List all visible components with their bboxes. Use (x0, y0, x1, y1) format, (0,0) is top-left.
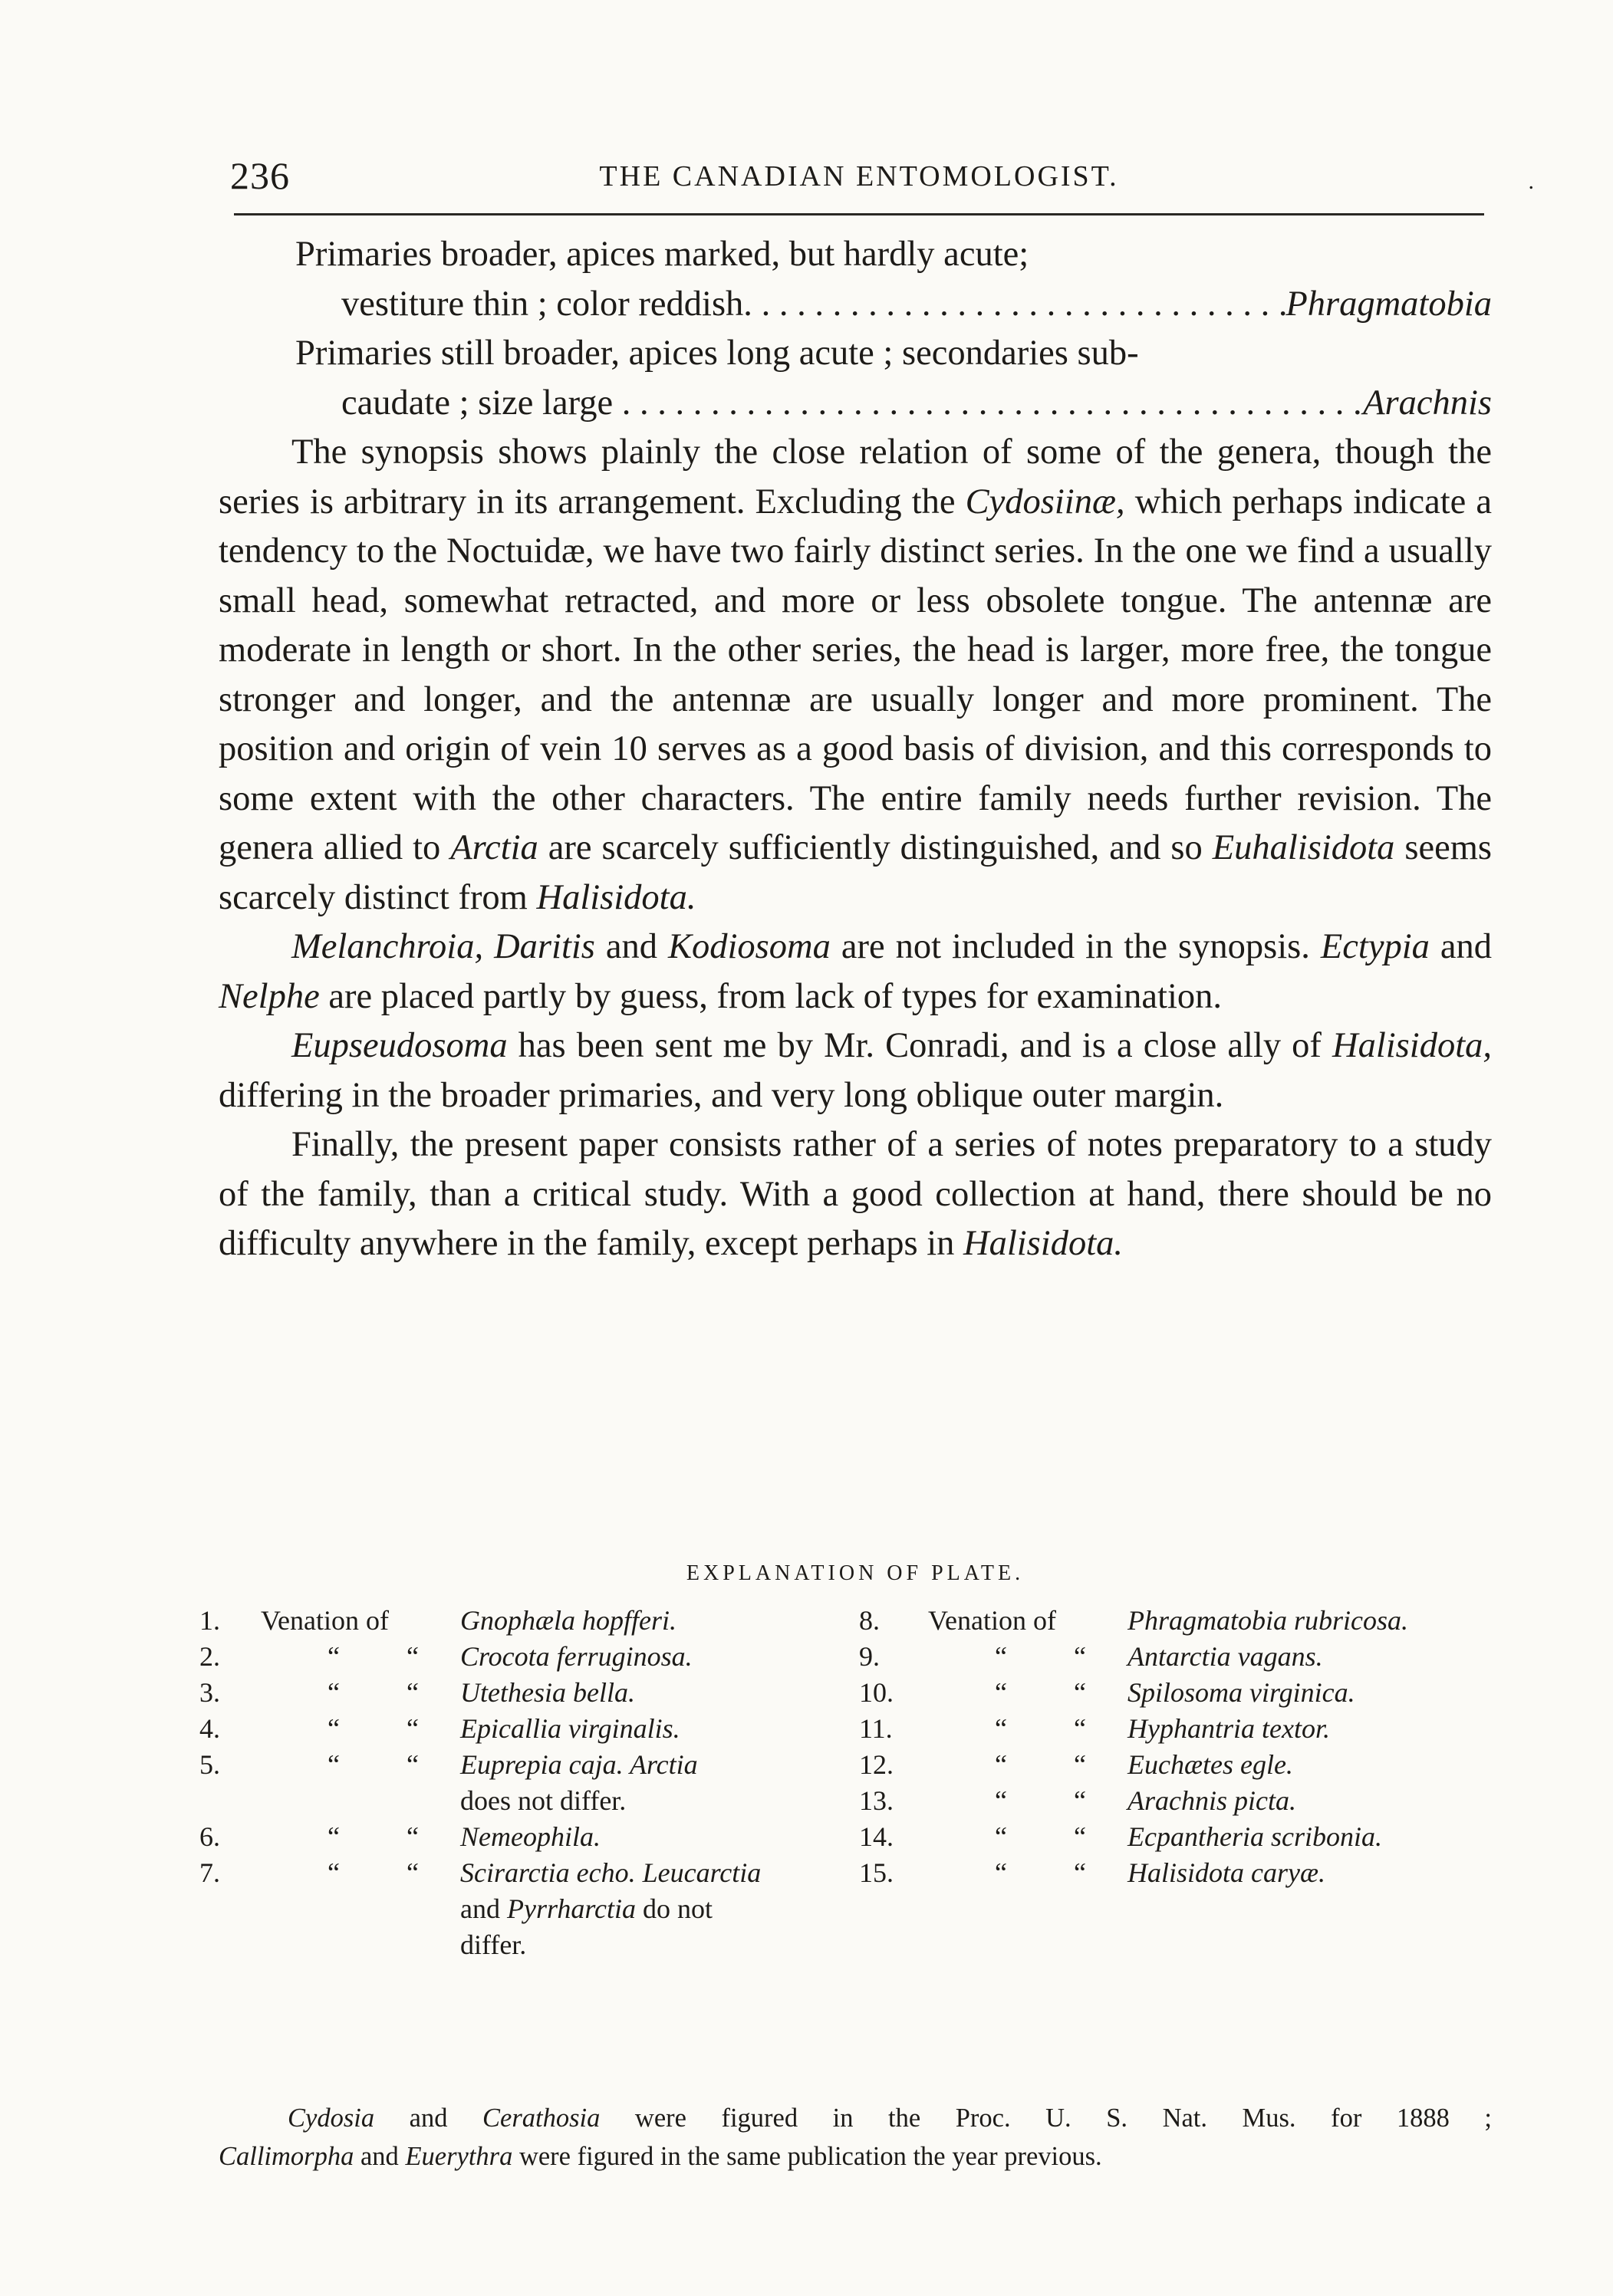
ditto-mark: “ (328, 1821, 340, 1852)
text: and (460, 1893, 507, 1924)
taxon: Ectypia (1320, 927, 1430, 966)
species-name: Utethesia bella. (460, 1677, 635, 1708)
text: are not included in the synopsis. (830, 927, 1321, 966)
species-name: Phragmatobia rubricosa. (1127, 1605, 1409, 1636)
plate-entry (199, 1603, 859, 1639)
plate-entry (859, 1603, 1519, 1639)
taxon: Melanchroia, (291, 927, 484, 966)
text: and (1429, 927, 1493, 966)
plate-entry (199, 1711, 859, 1747)
taxon: Halisidota. (536, 877, 696, 917)
ditto-mark: “ (407, 1821, 419, 1852)
text: which perhaps indicate a tendency to the Noctuidæ, we have two fairly distinct series. In the one we find a usually small head, somewhat retracted, and more or less obsolete tongue. The antennæ are moderate in length or short. In the other series, the head is larger, more free, the tongue stronger and longer, and the antennæ are usually longer and more prominent. The position and origin of vein 10 serves as a good basis of division, and this corresponds to some extent with the other characters. The entire family needs further revision. The genera allied to (219, 482, 1493, 867)
plate-note: does not differ. (460, 1785, 627, 1816)
taxon: Cerathosia (482, 2104, 601, 2133)
ditto-marks (928, 1747, 1127, 1783)
taxon: Cydosiinæ, (965, 482, 1125, 521)
figure-label: Venation of (261, 1605, 389, 1636)
species-name: Hyphantria textor. (1127, 1713, 1330, 1744)
plate-note (199, 1891, 859, 1963)
ditto-marks (261, 1819, 460, 1855)
taxon: Nelphe (219, 976, 320, 1016)
figure-number: 6. (199, 1821, 220, 1852)
figure-number: 14. (859, 1821, 894, 1852)
taxon: Euerythra (405, 2142, 513, 2171)
species-name: Crocota ferruginosa. (460, 1641, 693, 1672)
species-name: Scirarctia echo. Leucarctia (460, 1857, 762, 1888)
species-name: Antarctia vagans. (1127, 1641, 1323, 1672)
synopsis-line: Primaries broader, apices marked, but hardly acute; (295, 235, 1029, 274)
synopsis-entry-arachnis (219, 379, 1492, 429)
plate-note-line (460, 1891, 859, 1927)
plate-entry (859, 1819, 1519, 1855)
figure-number: 2. (199, 1641, 220, 1672)
species-name: Spilosoma virginica. (1127, 1677, 1355, 1708)
species-name: Halisidota caryæ. (1127, 1857, 1325, 1888)
taxon: Euhalisidota (1212, 828, 1395, 867)
synopsis-genus: Arachnis (1363, 383, 1492, 423)
text: differing in the broader primaries, and very long oblique outer margin. (219, 1075, 1224, 1115)
footnote-line (219, 2099, 1492, 2137)
paragraph-conclusion (219, 1120, 1492, 1269)
text: are scarcely sufficiently distinguished, and so (538, 828, 1213, 867)
ditto-mark: “ (1074, 1677, 1086, 1708)
figure-number: 3. (199, 1677, 220, 1708)
text: and (594, 927, 668, 966)
text: seems scarcely distinct from (219, 828, 1493, 917)
article-body (219, 230, 1492, 1269)
ditto-marks (928, 1783, 1127, 1819)
species-name: Nemeophila. (460, 1821, 601, 1852)
running-header (230, 153, 1534, 199)
ditto-marks (928, 1639, 1127, 1675)
species-name: Euchætes egle. (1127, 1749, 1293, 1780)
text: has been sent me by Mr. Conradi, and is a close ally of (507, 1026, 1333, 1065)
ditto-mark: “ (1074, 1821, 1086, 1852)
ditto-mark: “ (995, 1713, 1007, 1744)
plate-entry (859, 1747, 1519, 1783)
synopsis-line: Primaries still broader, apices long acute ; secondaries sub- (295, 334, 1139, 373)
ditto-marks (261, 1711, 460, 1747)
ditto-mark: “ (328, 1641, 340, 1672)
ditto-mark: “ (407, 1677, 419, 1708)
ditto-mark: “ (407, 1857, 419, 1888)
footnote (219, 2099, 1492, 2176)
species-name: Ecpantheria scribonia. (1127, 1821, 1382, 1852)
plate-entry (859, 1855, 1519, 1891)
taxon: Arctia (450, 828, 538, 867)
synopsis-text: caudate ; size large . . . (341, 379, 1363, 429)
plate-entry (199, 1855, 859, 1891)
species-name: Gnophæla hopfferi. (460, 1605, 677, 1636)
ditto-mark: “ (328, 1857, 340, 1888)
paragraph-synopsis-discussion (219, 428, 1492, 923)
text: and (374, 2104, 482, 2133)
figure-number: 1. (199, 1605, 220, 1636)
text: do not (635, 1893, 713, 1924)
ditto-mark: “ (995, 1641, 1007, 1672)
stray-mark: . (1528, 169, 1534, 194)
figure-number: 9. (859, 1641, 880, 1672)
ditto-mark: “ (995, 1821, 1007, 1852)
text: were figured in the Proc. U. S. Nat. Mus. for 1888 ; (600, 2104, 1492, 2133)
ditto-mark: “ (1074, 1785, 1086, 1816)
taxon: Halisidota. (963, 1224, 1123, 1263)
header-rule (234, 213, 1484, 215)
figure-number: 5. (199, 1749, 220, 1780)
ditto-mark: “ (1074, 1641, 1086, 1672)
paragraph-excluded-genera (219, 923, 1492, 1021)
ditto-marks (261, 1747, 460, 1783)
taxon: Callimorpha (219, 2142, 354, 2171)
ditto-mark: “ (328, 1749, 340, 1780)
ditto-mark: “ (1074, 1857, 1086, 1888)
text: were figured in the same publication the year previous. (512, 2142, 1102, 2171)
figure-number: 10. (859, 1677, 894, 1708)
taxon: Daritis (494, 927, 595, 966)
ditto-mark: “ (995, 1677, 1007, 1708)
text: are placed partly by guess, from lack of types for examination. (319, 976, 1223, 1016)
taxon: Pyrrharctia (506, 1893, 636, 1924)
ditto-marks (261, 1675, 460, 1711)
journal-title: THE CANADIAN ENTOMOLOGIST. (599, 160, 1119, 192)
plate-entry (859, 1711, 1519, 1747)
ditto-mark: “ (407, 1641, 419, 1672)
ditto-marks (928, 1675, 1127, 1711)
ditto-mark: “ (995, 1785, 1007, 1816)
taxon: Cydosia (288, 2104, 375, 2133)
ditto-mark: “ (407, 1713, 419, 1744)
figure-number: 15. (859, 1857, 894, 1888)
taxon: Kodiosoma (667, 927, 831, 966)
ditto-marks (928, 1855, 1127, 1891)
ditto-mark: “ (1074, 1749, 1086, 1780)
page-number: 236 (230, 154, 290, 197)
ditto-marks (928, 1819, 1127, 1855)
plate-entry (199, 1675, 859, 1711)
plate-entry (199, 1819, 859, 1855)
figure-number: 4. (199, 1713, 220, 1744)
plate-column-left (199, 1603, 859, 1963)
text: The synopsis shows plainly the close relation of some of the genera, though the series is arbitrary in its arrangement. Excluding the (219, 433, 1492, 521)
plate-entry (859, 1639, 1519, 1675)
plate-entry (859, 1675, 1519, 1711)
figure-number: 7. (199, 1857, 220, 1888)
ditto-marks (261, 1855, 460, 1891)
synopsis-entry-phragmatobia (219, 280, 1492, 330)
taxon: Halisidota, (1332, 1026, 1492, 1065)
figure-number: 11. (859, 1713, 893, 1744)
ditto-mark: “ (995, 1857, 1007, 1888)
text: and (354, 2142, 406, 2171)
species-name: Arachnis picta. (1127, 1785, 1296, 1816)
plate-column-right (859, 1603, 1519, 1891)
taxon: Eupseudosoma (291, 1026, 508, 1065)
ditto-mark: “ (407, 1749, 419, 1780)
text: Finally, the present paper consists rather of a series of notes preparatory to a study of the family, than a critical study. With a good collection at hand, there should be no difficulty anywhere in the family, except perhaps in (219, 1125, 1492, 1263)
species-name: Euprepia caja. Arctia (460, 1749, 698, 1780)
footnote-line (219, 2137, 1492, 2176)
species-name: Epicallia virginalis. (460, 1713, 680, 1744)
plate-note-line: differ. (460, 1929, 527, 1960)
plate-entry (859, 1783, 1519, 1819)
synopsis-genus: Phragmatobia (1285, 284, 1492, 324)
plate-entry (199, 1639, 859, 1675)
paragraph-eupseudosoma (219, 1021, 1492, 1120)
plate-explanation-title: EXPLANATION OF PLATE. (686, 1561, 1025, 1585)
figure-number: 13. (859, 1785, 894, 1816)
plate-entry (199, 1747, 859, 1783)
ditto-mark: “ (995, 1749, 1007, 1780)
figure-number: 12. (859, 1749, 894, 1780)
ditto-mark: “ (328, 1677, 340, 1708)
ditto-marks (261, 1639, 460, 1675)
ditto-mark: “ (328, 1713, 340, 1744)
synopsis-text: vestiture thin ; color reddish. . . . (341, 280, 1285, 330)
ditto-mark: “ (1074, 1713, 1086, 1744)
figure-number: 8. (859, 1605, 880, 1636)
figure-label: Venation of (928, 1605, 1056, 1636)
ditto-marks (928, 1711, 1127, 1747)
